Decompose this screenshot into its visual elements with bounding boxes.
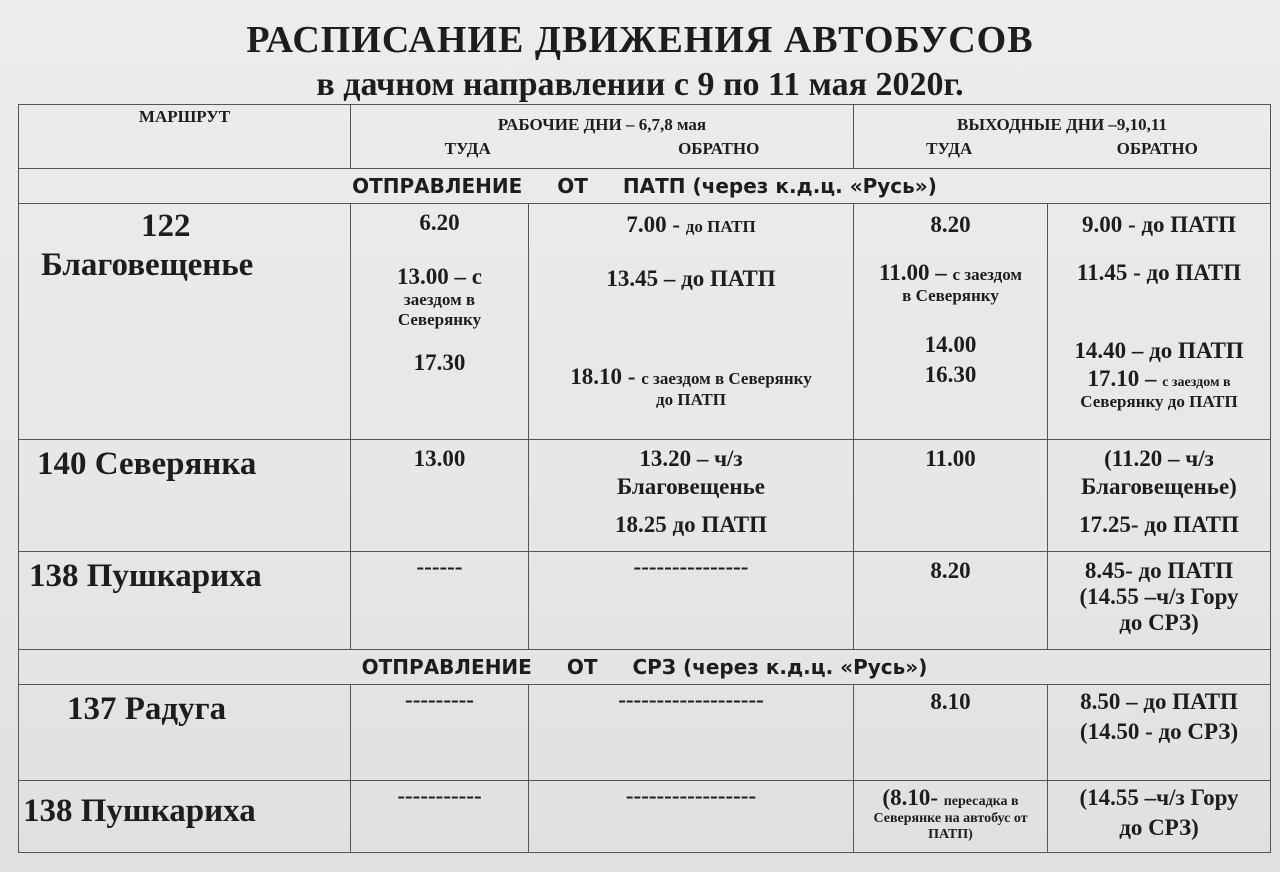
workdays-to-cell	[351, 204, 529, 440]
time-value: 8.10	[930, 689, 971, 714]
time-value: 13.00	[413, 446, 466, 471]
time-value: 7.00 -	[626, 212, 680, 237]
workdays-to-cell	[351, 440, 529, 552]
section-label: ОТ	[557, 174, 588, 198]
route-name: Благовещенье	[41, 247, 254, 283]
workdays-to-cell	[351, 552, 529, 650]
route-cell	[19, 204, 351, 440]
section-heading	[19, 650, 1271, 685]
weekends-to-cell	[854, 204, 1048, 440]
route-cell	[19, 440, 351, 552]
table-header-row	[19, 105, 1271, 169]
workdays-back-cell	[529, 781, 854, 853]
table-row	[19, 440, 1271, 552]
section-label: ПАТП (через к.д.ц. «Русь»)	[622, 174, 937, 198]
note-text: заездом в	[403, 290, 476, 309]
weekends-back-cell	[1048, 781, 1271, 853]
page-title: РАСПИСАНИЕ ДВИЖЕНИЯ АВТОБУСОВ	[246, 19, 1034, 61]
weekends-back-cell	[1048, 204, 1271, 440]
time-value: 16.30	[924, 362, 977, 387]
time-value: 8.45- до ПАТП	[1084, 558, 1234, 583]
time-value: (14.55 –ч/з Гору	[1079, 584, 1239, 609]
time-value: 11.45 - до ПАТП	[1076, 260, 1242, 285]
note-text: с заездом	[952, 265, 1023, 284]
time-value: 14.00	[924, 332, 977, 357]
time-value: 11.00 –	[878, 260, 947, 285]
note-text: с заездом в Северянку	[641, 369, 812, 388]
weekends-to-cell	[854, 440, 1048, 552]
table-row	[19, 204, 1271, 440]
route-name: 140 Северянка	[37, 446, 257, 482]
time-value: 13.20 – ч/з	[639, 446, 743, 471]
weekends-to-cell	[854, 781, 1048, 853]
weekends-back-cell	[1048, 440, 1271, 552]
workdays-back-cell	[529, 552, 854, 650]
weekends-to-cell	[854, 685, 1048, 781]
time-value: 18.25 до ПАТП	[614, 512, 768, 537]
section-label: ОТПРАВЛЕНИЕ	[361, 655, 532, 679]
section-label: СРЗ (через к.д.ц. «Русь»)	[632, 655, 928, 679]
section-label: ОТ	[566, 655, 598, 679]
note-text: Северянке на автобус от	[873, 811, 1028, 826]
note-text: пересадка в	[943, 794, 1019, 809]
workdays-back-cell	[529, 685, 854, 781]
time-value: 17.25- до ПАТП	[1079, 512, 1239, 537]
note-text: с заездом в	[1162, 375, 1231, 390]
time-value: 14.40 – до ПАТП	[1074, 338, 1244, 363]
note-text: Благовещенье	[617, 474, 765, 499]
table-row	[19, 781, 1271, 853]
note-text: в Северянку	[902, 286, 999, 305]
weekends-back-cell	[1048, 552, 1271, 650]
table-row	[19, 552, 1271, 650]
time-value: 17.30	[413, 350, 466, 375]
time-value: 6.20	[419, 210, 460, 235]
time-value: 8.20	[930, 558, 971, 583]
dash-placeholder: ---------	[405, 687, 474, 712]
header-workdays-back: ОБРАТНО	[678, 139, 760, 158]
time-value: 8.50 – до ПАТП	[1080, 689, 1238, 714]
note-text: до СРЗ)	[1119, 815, 1199, 840]
route-name: 137 Радуга	[67, 691, 227, 727]
page-subtitle: в дачном направлении с 9 по 11 мая 2020г.	[316, 66, 964, 103]
header-route: МАРШРУТ	[19, 105, 351, 169]
route-name: 138 Пушкариха	[29, 558, 262, 594]
schedule-table	[18, 104, 1271, 853]
header-workdays-label: РАБОЧИЕ ДНИ – 6,7,8 мая	[497, 115, 707, 134]
header-weekends-label: ВЫХОДНЫЕ ДНИ –9,10,11	[957, 115, 1167, 134]
header-workdays-to: ТУДА	[444, 139, 491, 158]
note-text: до ПАТП	[685, 217, 756, 236]
dash-placeholder: -----------------	[625, 783, 757, 808]
section-heading	[19, 169, 1271, 204]
section-row-patp	[19, 169, 1271, 204]
workdays-back-cell	[529, 204, 854, 440]
dash-placeholder: ------	[416, 554, 463, 579]
section-row-srz	[19, 650, 1271, 685]
time-value: 9.00 - до ПАТП	[1082, 212, 1237, 237]
time-value: (14.55 –ч/з Гору	[1079, 785, 1239, 810]
dash-placeholder: ---------------	[633, 554, 749, 579]
note-text: Северянку до ПАТП	[1080, 392, 1238, 411]
route-cell	[19, 552, 351, 650]
note-text: до ПАТП	[656, 390, 726, 409]
note-text: до СРЗ)	[1119, 610, 1199, 635]
header-workdays	[351, 105, 854, 169]
dash-placeholder: -------------------	[618, 687, 764, 712]
time-value: 18.10 -	[570, 364, 636, 389]
section-label: ОТПРАВЛЕНИЕ	[352, 174, 523, 198]
note-text: Северянку	[397, 310, 482, 329]
route-number: 122	[141, 208, 191, 244]
route-cell	[19, 685, 351, 781]
time-value: (11.20 – ч/з	[1104, 446, 1214, 471]
time-value: 17.10 –	[1087, 366, 1157, 391]
note-text: ПАТП)	[928, 827, 973, 842]
time-value: 8.20	[930, 212, 971, 237]
workdays-back-cell	[529, 440, 854, 552]
header-weekends-back: ОБРАТНО	[1116, 139, 1198, 158]
table-row	[19, 685, 1271, 781]
time-value: (14.50 - до СРЗ)	[1079, 719, 1239, 744]
dash-placeholder: -----------	[397, 783, 482, 808]
time-value: (8.10-	[882, 785, 938, 810]
workdays-to-cell	[351, 781, 529, 853]
time-value: 11.00	[925, 446, 976, 471]
time-value: 13.45 – до ПАТП	[606, 266, 776, 291]
header-weekends	[854, 105, 1271, 169]
note-text: Благовещенье)	[1081, 474, 1237, 499]
route-cell	[19, 781, 351, 853]
workdays-to-cell	[351, 685, 529, 781]
route-name: 138 Пушкариха	[23, 793, 256, 829]
weekends-to-cell	[854, 552, 1048, 650]
weekends-back-cell	[1048, 685, 1271, 781]
header-weekends-to: ТУДА	[926, 139, 973, 158]
time-value: 13.00 – с	[397, 264, 482, 289]
